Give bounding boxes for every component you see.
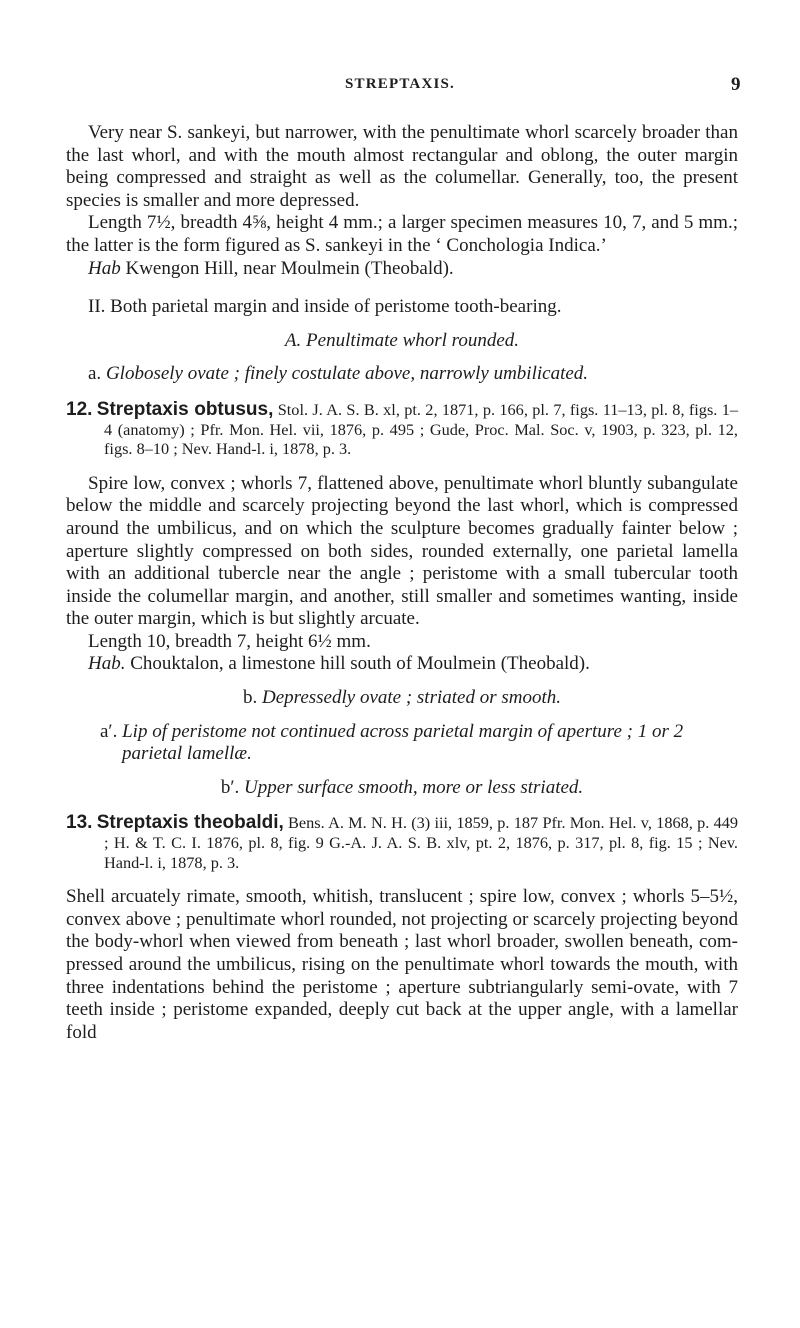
group-text: Lip of peristome not continued across parietal margin of aperture ; 1 or 2 parietal lamellæ. — [122, 720, 684, 765]
species-references: Stol. J. A. S. B. xl, pt. 2, 1871, p. 166, pl. 7, figs. 11–13, pl. 8, figs. 1–4 (anatomy) ; Pfr. Mon. Hel. vii, 1876, p. 495 ; Gude, Proc. Mal. Soc. v, 1903, p. 323, pl. 12, figs. 8–10 ; Nev. Hand-l. i, 1878, p. 3. — [104, 399, 738, 459]
group-label: a. — [88, 363, 106, 385]
species-number: 12. — [66, 398, 93, 420]
group-heading-a — [66, 363, 738, 386]
species-habitat — [66, 653, 738, 676]
intro-paragraph: Very near S. sankeyi, but narrower, with the penultimate whorl scarcely broader than the last whorl, and with the mouth almost rectangular and oblong, the outer margin being compressed and straight as well as the columellar. Generally, too, the present species is smaller and more depressed. — [66, 122, 738, 211]
group-text: Depressedly ovate ; striated or smooth. — [261, 687, 562, 709]
species-number: 13. — [66, 812, 93, 834]
group-label: a′. — [100, 720, 123, 742]
running-head: STREPTAXIS. — [344, 76, 456, 92]
intro-measurements: Length 7½, breadth 4⅝, height 4 mm.; a larger specimen measures 10, 7, and 5 mm.; the latter is the form figured as S. sankeyi in the ‘ Conchologia Indica.’ — [66, 212, 738, 256]
habitat-text: Kwengon Hill, near Moulmein (Theobald). — [120, 257, 454, 279]
group-text: Globosely ovate ; finely costulate above, narrowly umbilicated. — [105, 363, 589, 385]
group-heading-b-prime — [66, 777, 738, 800]
species-name: Streptaxis obtusus, — [96, 398, 274, 420]
species-entry-12 — [66, 400, 738, 459]
group-label: b. — [242, 687, 262, 709]
group-heading-b — [66, 687, 738, 710]
group-text: Upper surface smooth, more or less striated. — [243, 776, 584, 798]
page-number: 9 — [731, 74, 741, 95]
intro-habitat — [66, 258, 738, 281]
habitat-text: Chouktalon, a limestone hill south of Moulmein (Theobald). — [125, 653, 590, 675]
group-heading-a-prime — [66, 721, 738, 766]
species-name: Streptaxis theobaldi, — [96, 812, 284, 834]
species-entry-13 — [66, 813, 738, 872]
subsection-heading: A. Penultimate whorl rounded. — [284, 329, 520, 351]
habitat-label: Hab — [88, 257, 121, 279]
species-description: Shell arcuately rimate, smooth, whitish, translucent ; spire low, convex ; whorls 5–5½, convex above ; penultimate whorl rounded, not projecting or scarcely projecting beyond the body-whorl when viewed from beneath ; last whorl broader, swollen beneath, com- pressed around the umbilicus, rising on the penultimate whorl towards the mouth, with three indentations behind the peristome ; aperture subtriangularly semi-ovate, with 7 teeth inside ; peristome expanded, deeply cut back at the upper angle, with a lamellar fold — [66, 886, 738, 1043]
group-label: b′. — [220, 776, 244, 798]
species-measurements: Length 10, breadth 7, height 6½ mm. — [88, 630, 371, 652]
species-description: Spire low, convex ; whorls 7, flattened above, penultimate whorl bluntly subangulate below the middle and scarcely projecting beyond the last whorl, which is compressed around the umbilicus, and on which the sculpture becomes gradually fainter below ; aperture slightly compressed on both sides, rounded externally, one parietal lamella with an additional tubercle near the angle ; peristome with a small tubercular tooth inside the columellar margin, and another, still smaller and sometimes wanting, inside the outer margin, which is but slightly arcuate. — [66, 472, 738, 630]
species-references: Bens. A. M. N. H. (3) iii, 1859, p. 187 Pfr. Mon. Hel. v, 1868, p. 449 ; H. & T. C. I. 1876, pl. 8, fig. 9 G.-A. J. A. S. B. xlv, pt. 2, 1876, p. 317, pl. 8, fig. 15 ; Nev. Hand-l. i, 1878, p. 3. — [104, 813, 738, 872]
section-heading: II. Both parietal margin and inside of peristome tooth-bearing. — [88, 296, 562, 318]
page-body — [66, 122, 738, 1044]
habitat-label: Hab. — [88, 653, 126, 675]
